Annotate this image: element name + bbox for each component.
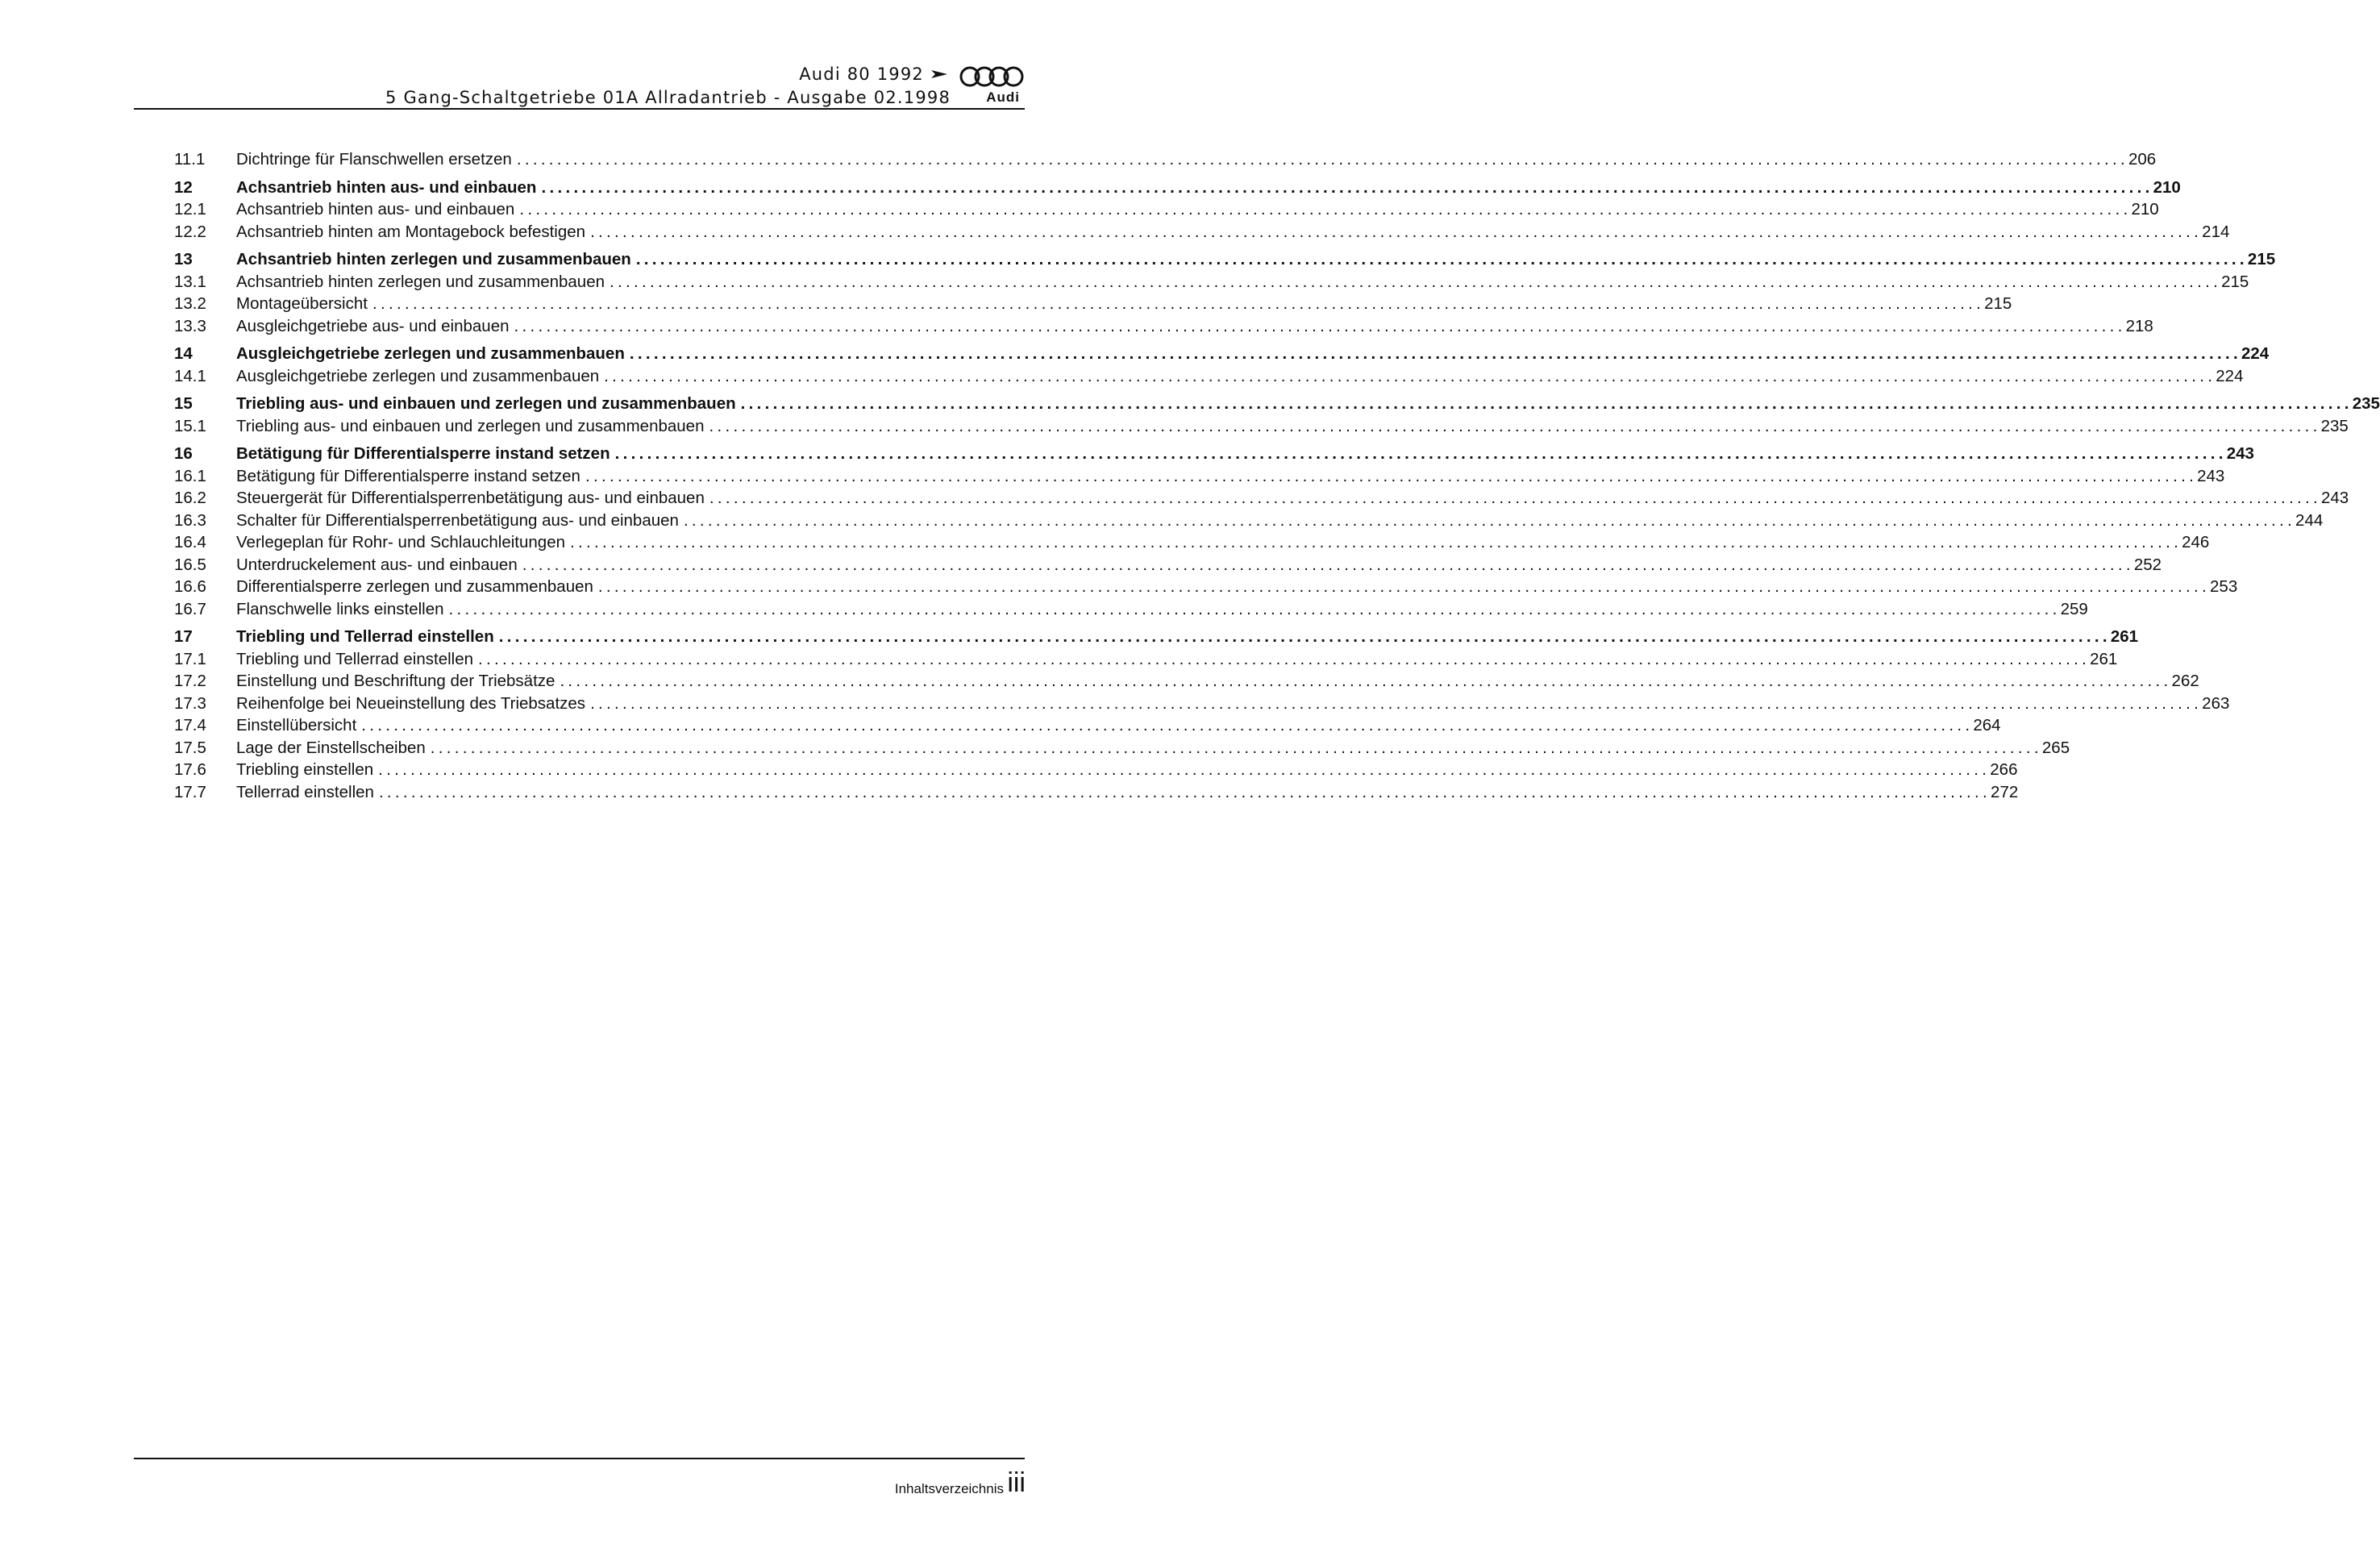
- toc-entry: [174, 759, 2018, 781]
- toc-entry-number: 16.2: [174, 489, 206, 507]
- toc-entry-number: 17.7: [174, 782, 206, 801]
- toc-entry-title: Differentialsperre zerlegen und zusammenbauen: [236, 577, 593, 596]
- toc-entry: [174, 737, 2070, 759]
- toc-entry-number: 13.3: [174, 316, 206, 335]
- toc-dot-leader: ........................................................................................................................................................................................................: [709, 489, 2321, 507]
- toc-entry-number: 14.1: [174, 366, 206, 385]
- table-of-contents: [174, 148, 2380, 803]
- toc-dot-leader: ........................................................................................................................................................................................................: [378, 760, 1991, 779]
- toc-dot-leader: ........................................................................................................................................................................................................: [610, 272, 2222, 291]
- toc-entry: [174, 510, 2324, 532]
- toc-dot-leader: ........................................................................................................................................................................................................: [522, 555, 2134, 574]
- toc-entry-page: 253: [2210, 577, 2238, 596]
- toc-entry-title: Montageübersicht: [236, 294, 368, 313]
- toc-entry-page: 224: [2216, 366, 2244, 385]
- toc-entry: [174, 221, 2230, 243]
- toc-entry-number: 17.3: [174, 693, 206, 713]
- toc-entry-number: 16.1: [174, 466, 206, 485]
- toc-entry-number: 16.6: [174, 577, 206, 596]
- toc-entry: [174, 365, 2244, 388]
- toc-dot-leader: ........................................................................................................................................................................................................: [516, 150, 2128, 169]
- toc-entry: [174, 670, 2199, 693]
- toc-entry-title: Flanschwelle links einstellen: [236, 599, 444, 618]
- toc-entry-title: Achsantrieb hinten aus- und einbauen: [236, 177, 537, 197]
- toc-entry-title: Triebling aus- und einbauen und zerlegen und zusammenbauen: [236, 394, 736, 413]
- toc-entry-page: 261: [2090, 649, 2118, 668]
- toc-entry-page: 214: [2202, 222, 2230, 241]
- toc-entry-number: 17.4: [174, 716, 206, 734]
- toc-entry-page: 224: [2241, 344, 2270, 363]
- toc-dot-leader: ........................................................................................................................................................................................................: [519, 200, 2132, 218]
- toc-dot-leader: ........................................................................................................................................................................................................: [361, 716, 1974, 734]
- toc-dot-leader: ........................................................................................................................................................................................................: [604, 366, 2216, 385]
- toc-entry-number: 13.1: [174, 272, 206, 291]
- toc-entry-title: Steuergerät für Differentialsperrenbetätigung aus- und einbauen: [236, 489, 705, 507]
- toc-entry-number: 16.4: [174, 533, 206, 551]
- toc-entry: [174, 781, 2019, 804]
- toc-entry-title: Achsantrieb hinten aus- und einbauen: [236, 200, 515, 218]
- toc-entry: [174, 293, 2012, 315]
- toc-dot-leader: ........................................................................................................................................................................................................: [585, 466, 2198, 485]
- toc-entry-number: 17.2: [174, 672, 206, 690]
- toc-entry-page: 210: [2153, 177, 2181, 197]
- toc-dot-leader: ........................................................................................................................................................................................................: [570, 533, 2182, 551]
- toc-entry-title: Achsantrieb hinten zerlegen und zusammenbauen: [236, 250, 631, 268]
- footer-divider: [134, 1458, 1025, 1459]
- toc-entry-title: Triebling und Tellerrad einstellen: [236, 649, 474, 668]
- toc-entry-title: Achsantrieb hinten am Montagebock befestigen: [236, 222, 586, 241]
- audi-rings-icon: [959, 64, 1025, 89]
- toc-entry-page: 265: [2041, 738, 2070, 757]
- toc-entry-page: 215: [2247, 250, 2276, 268]
- toc-entry-title: Triebling und Tellerrad einstellen: [236, 627, 494, 646]
- header-subtitle: 5 Gang-Schaltgetriebe 01A Allradantrieb - Ausgabe 02.1998: [385, 88, 951, 107]
- toc-entry-number: 12: [174, 177, 193, 197]
- toc-entry-page: 243: [2226, 444, 2254, 463]
- toc-entry-number: 17.6: [174, 760, 206, 779]
- toc-entry: [174, 714, 2001, 737]
- toc-chapter-entry: [174, 443, 2254, 465]
- page-header: [134, 61, 1025, 110]
- toc-entry-page: 215: [2221, 272, 2249, 291]
- toc-entry-page: 206: [2128, 150, 2157, 169]
- toc-entry: [174, 465, 2225, 488]
- toc-entry-page: 264: [1973, 716, 2001, 734]
- toc-entry-title: Schalter für Differentialsperrenbetätigung aus- und einbauen: [236, 510, 679, 530]
- toc-entry-title: Triebling einstellen: [236, 760, 374, 779]
- header-divider: [134, 108, 1025, 110]
- toc-entry: [174, 531, 2210, 554]
- toc-entry-title: Dichtringe für Flanschwellen ersetzen: [236, 150, 512, 169]
- toc-dot-leader: ........................................................................................................................................................................................................: [514, 316, 2126, 335]
- toc-dot-leader: ........................................................................................................................................................................................................: [541, 177, 2153, 197]
- toc-entry-page: 252: [2133, 555, 2162, 574]
- toc-entry-page: 266: [1990, 760, 2018, 779]
- toc-entry-page: 218: [2125, 316, 2153, 335]
- toc-entry-title: Achsantrieb hinten zerlegen und zusammenbauen: [236, 272, 605, 291]
- toc-entry: [174, 598, 2088, 621]
- toc-entry-title: Lage der Einstellscheiben: [236, 738, 426, 757]
- toc-entry: [174, 271, 2249, 293]
- toc-dot-leader: ........................................................................................................................................................................................................: [709, 416, 2321, 435]
- toc-entry-title: Ausgleichgetriebe zerlegen und zusammenbauen: [236, 344, 625, 363]
- toc-entry-title: Tellerrad einstellen: [236, 782, 374, 801]
- toc-entry-page: 235: [2320, 416, 2349, 435]
- toc-entry-page: 243: [2197, 466, 2225, 485]
- toc-entry-number: 17.5: [174, 738, 206, 757]
- toc-dot-leader: ........................................................................................................................................................................................................: [478, 649, 2091, 668]
- toc-entry-title: Einstellung und Beschriftung der Triebsätze: [236, 672, 555, 690]
- toc-chapter-entry: [174, 626, 2139, 648]
- toc-dot-leader: ........................................................................................................................................................................................................: [448, 599, 2061, 618]
- toc-entry-number: 11.1: [174, 150, 206, 169]
- footer-section-label: Inhaltsverzeichnis: [894, 1481, 1004, 1496]
- toc-entry-title: Betätigung für Differentialsperre instand setzen: [236, 444, 610, 463]
- toc-entry-number: 16.7: [174, 599, 206, 618]
- toc-entry-title: Einstellübersicht: [236, 716, 357, 734]
- toc-entry-page: 262: [2171, 672, 2199, 690]
- toc-entry-number: 16.5: [174, 555, 206, 574]
- toc-entry: [174, 693, 2230, 715]
- toc-entry-page: 210: [2131, 200, 2159, 218]
- toc-entry-number: 13.2: [174, 294, 206, 313]
- toc-dot-leader: ........................................................................................................................................................................................................: [498, 627, 2111, 646]
- toc-entry: [174, 148, 2157, 171]
- toc-entry: [174, 648, 2118, 671]
- toc-chapter-entry: [174, 393, 2380, 415]
- audi-logo-text: Audi: [986, 89, 1020, 105]
- toc-entry-title: Betätigung für Differentialsperre instand setzen: [236, 466, 580, 485]
- toc-chapter-entry: [174, 177, 2181, 199]
- toc-dot-leader: ........................................................................................................................................................................................................: [560, 672, 2172, 690]
- arrow-right-icon: [931, 68, 947, 81]
- toc-entry-title: Triebling aus- und einbauen und zerlegen und zusammenbauen: [236, 416, 705, 435]
- toc-dot-leader: ........................................................................................................................................................................................................: [740, 394, 2353, 413]
- toc-entry-number: 15: [174, 394, 193, 413]
- toc-entry: [174, 554, 2162, 576]
- toc-entry-title: Ausgleichgetriebe aus- und einbauen: [236, 316, 510, 335]
- toc-dot-leader: ........................................................................................................................................................................................................: [590, 693, 2203, 713]
- toc-entry: [174, 487, 2349, 510]
- toc-dot-leader: ........................................................................................................................................................................................................: [430, 738, 2042, 757]
- toc-dot-leader: ........................................................................................................................................................................................................: [683, 510, 2296, 530]
- toc-entry-number: 16: [174, 444, 193, 463]
- toc-dot-leader: ........................................................................................................................................................................................................: [614, 444, 2227, 463]
- toc-entry-title: Verlegeplan für Rohr- und Schlauchleitungen: [236, 533, 565, 551]
- toc-entry-page: 244: [2295, 510, 2324, 530]
- audi-logo: [959, 64, 1025, 106]
- toc-entry-page: 261: [2110, 627, 2139, 646]
- toc-entry-number: 12.1: [174, 200, 206, 218]
- toc-dot-leader: ........................................................................................................................................................................................................: [372, 294, 1985, 313]
- toc-entry-title: Reihenfolge bei Neueinstellung des Triebsatzes: [236, 693, 586, 713]
- toc-entry-page: 259: [2060, 599, 2088, 618]
- toc-entry-title: Ausgleichgetriebe zerlegen und zusammenbauen: [236, 366, 600, 385]
- toc-entry-number: 14: [174, 344, 193, 363]
- toc-entry: [174, 315, 2153, 338]
- toc-entry-page: 272: [1991, 782, 2019, 801]
- toc-dot-leader: ........................................................................................................................................................................................................: [635, 250, 2248, 268]
- toc-entry-page: 243: [2320, 489, 2349, 507]
- header-title: Audi 80 1992: [799, 64, 924, 84]
- toc-entry-number: 13: [174, 250, 193, 268]
- footer-page-number: iii: [1007, 1467, 1026, 1498]
- toc-entry-number: 15.1: [174, 416, 206, 435]
- toc-dot-leader: ........................................................................................................................................................................................................: [378, 782, 1991, 801]
- toc-entry-page: 246: [2182, 533, 2210, 551]
- toc-dot-leader: ........................................................................................................................................................................................................: [629, 344, 2241, 363]
- toc-entry-number: 16.3: [174, 510, 206, 530]
- toc-chapter-entry: [174, 343, 2270, 365]
- toc-dot-leader: ........................................................................................................................................................................................................: [590, 222, 2203, 241]
- toc-chapter-entry: [174, 248, 2276, 271]
- toc-entry-page: 235: [2352, 394, 2380, 413]
- toc-entry-number: 17: [174, 627, 193, 646]
- toc-entry: [174, 415, 2349, 438]
- toc-entry-page: 215: [1984, 294, 2012, 313]
- toc-entry-page: 263: [2202, 693, 2230, 713]
- toc-entry: [174, 198, 2159, 221]
- toc-entry-number: 12.2: [174, 222, 206, 241]
- toc-entry-number: 17.1: [174, 649, 206, 668]
- toc-entry: [174, 576, 2238, 598]
- toc-entry-title: Unterdruckelement aus- und einbauen: [236, 555, 518, 574]
- toc-dot-leader: ........................................................................................................................................................................................................: [597, 577, 2211, 596]
